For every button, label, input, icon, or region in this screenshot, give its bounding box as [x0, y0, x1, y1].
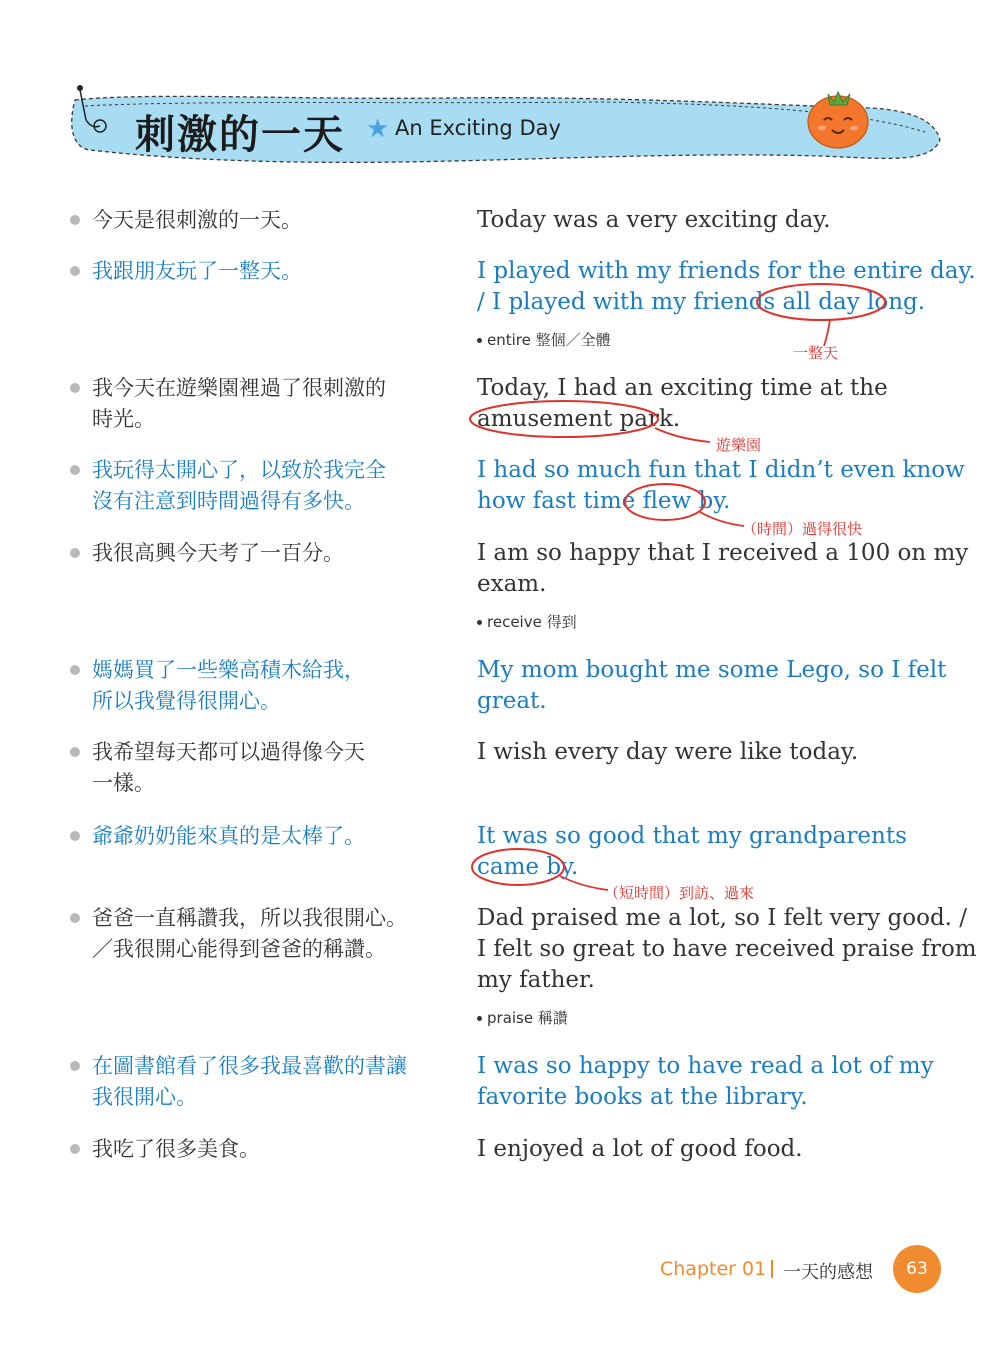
chinese-sentence: 我很高興今天考了一百分。 [92, 541, 344, 565]
chinese-sentence-line: 所以我覺得很開心。 [92, 689, 281, 713]
chinese-sentence-line: 一樣。 [92, 771, 155, 795]
bullet-icon [70, 747, 80, 757]
english-sentence-line: amusement park. [477, 406, 681, 432]
chinese-sentence: 我吃了很多美食。 [92, 1137, 260, 1161]
english-sentence-line: I played with my friends for the entire day. [477, 258, 976, 284]
english-sentence-line: I was so happy to have read a lot of my [477, 1053, 934, 1079]
chinese-sentence-line: 我希望每天都可以過得像今天 [92, 740, 365, 764]
footer-chapter: Chapter 01 [660, 1258, 767, 1280]
vocab-note: praise 稱讚 [477, 1007, 568, 1028]
bullet-icon [70, 383, 80, 393]
english-sentence-line: favorite books at the library. [477, 1084, 808, 1110]
english-sentence-line: came by. [477, 854, 579, 880]
bullet-icon [70, 665, 80, 675]
english-sentence-line: my father. [477, 967, 595, 993]
page-number: 63 [893, 1245, 941, 1293]
english-sentence-line: I felt so great to have received praise from [477, 936, 977, 962]
tomato-mascot-icon [800, 80, 880, 160]
bullet-icon [70, 913, 80, 923]
bullet-icon [70, 548, 80, 558]
english-sentence: I wish every day were like today. [477, 739, 859, 765]
english-sentence-line: It was so good that my grandparents [477, 823, 907, 849]
vocab-note: receive 得到 [477, 611, 577, 632]
handwritten-annotation: （時間）過得很快 [742, 520, 863, 538]
english-sentence: I enjoyed a lot of good food. [477, 1136, 803, 1162]
english-sentence-line: exam. [477, 571, 547, 597]
bullet-icon [70, 465, 80, 475]
english-sentence-line: great. [477, 688, 547, 714]
chinese-sentence-line: 我玩得太開心了，以致於我完全 [92, 458, 386, 482]
bullet-icon [70, 1061, 80, 1071]
english-sentence-line: how fast time flew by. [477, 488, 731, 514]
chinese-sentence-line: 爸爸一直稱讚我，所以我很開心。 [92, 906, 407, 930]
page-header [0, 0, 1000, 200]
chinese-sentence-line: 我今天在遊樂園裡過了很刺激的 [92, 376, 386, 400]
chinese-sentence-line: 沒有注意到時間過得有多快。 [92, 489, 365, 513]
english-sentence-line: My mom bought me some Lego, so I felt [477, 657, 947, 683]
english-sentence: Today was a very exciting day. [477, 207, 831, 233]
vocab-note: entire 整個／全體 [477, 329, 611, 350]
chinese-sentence: 今天是很刺激的一天。 [92, 208, 302, 232]
handwritten-annotation: 遊樂園 [716, 436, 762, 454]
chinese-sentence-line: 在圖書館看了很多我最喜歡的書讓 [92, 1054, 407, 1078]
page-title-english: An Exciting Day [395, 116, 561, 140]
star-icon: ★ [366, 114, 390, 144]
bullet-icon [70, 1144, 80, 1154]
handwritten-annotation: （短時間）到訪、過來 [604, 884, 755, 902]
footer-divider [771, 1260, 773, 1278]
chinese-sentence-line: 我很開心。 [92, 1085, 197, 1109]
english-sentence-line: I am so happy that I received a 100 on my [477, 540, 969, 566]
footer-chapter-title: 一天的感想 [783, 1262, 873, 1283]
page-title-chinese: 刺激的一天 [135, 112, 345, 158]
chinese-sentence-line: ／我很開心能得到爸爸的稱讚。 [92, 937, 386, 961]
chinese-sentence: 爺爺奶奶能來真的是太棒了。 [92, 824, 365, 848]
bullet-icon [70, 266, 80, 276]
chinese-sentence-line: 時光。 [92, 407, 155, 431]
bullet-icon [70, 831, 80, 841]
chinese-sentence-line: 媽媽買了一些樂高積木給我， [92, 658, 365, 682]
english-sentence-line: / I played with my friends all day long. [477, 289, 926, 315]
handwritten-annotation: 一整天 [793, 344, 839, 362]
english-sentence-line: Dad praised me a lot, so I felt very good. / [477, 905, 968, 931]
english-sentence-line: Today, I had an exciting time at the [477, 375, 888, 401]
chinese-sentence: 我跟朋友玩了一整天。 [92, 259, 302, 283]
bullet-icon [70, 215, 80, 225]
english-sentence-line: I had so much fun that I didn’t even know [477, 457, 965, 483]
